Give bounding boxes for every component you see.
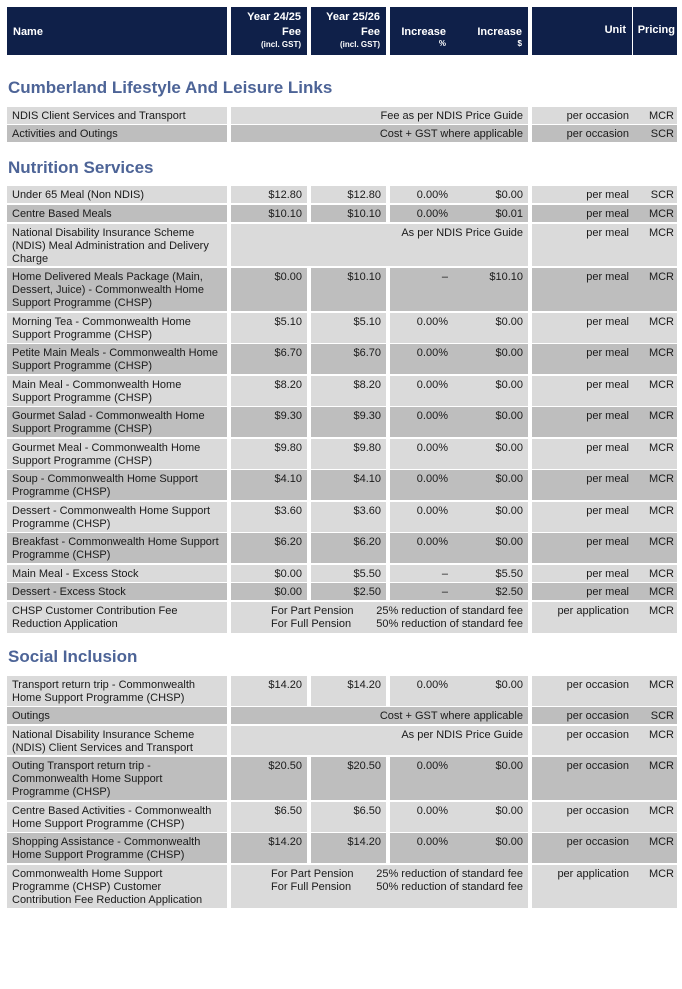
fee-year-24-25: $6.50	[231, 802, 307, 832]
pricing-code: SCR	[633, 125, 677, 142]
column-header-increase-dollar: Increase $	[477, 26, 522, 48]
unit: per meal	[532, 376, 633, 406]
increase-percent: 0.00%	[390, 407, 453, 437]
table-row	[7, 726, 677, 755]
fee-year-25-26: $12.80	[311, 186, 386, 203]
increase-percent: 0.00%	[390, 439, 453, 469]
table-row	[7, 205, 677, 222]
fee-year-24-25: $6.20	[231, 533, 307, 563]
reduction-rate: 25% reduction of standard fee	[376, 605, 523, 617]
pricing-code: MCR	[633, 107, 677, 124]
unit: per occasion	[532, 707, 633, 724]
row-name: Home Delivered Meals Package (Main, Dessert, Juice) - Commonwealth Home Support Programme (CHSP)	[7, 268, 227, 311]
increase-percent: 0.00%	[390, 313, 453, 343]
column-header-year-25-26: Year 25/26 Fee (incl. GST)	[311, 7, 386, 55]
table-row	[7, 344, 677, 374]
reduction-rates	[376, 868, 523, 894]
increase-dollar: $10.10	[453, 268, 528, 311]
increase-dollar: $0.00	[453, 344, 528, 374]
table-row	[7, 186, 677, 203]
increase-dollar: $0.01	[453, 205, 528, 222]
fee-year-25-26: $8.20	[311, 376, 386, 406]
increase-dollar: $0.00	[453, 533, 528, 563]
pension-types	[271, 868, 354, 894]
fee-year-25-26: $14.20	[311, 833, 386, 863]
column-header-pricing: Pricing	[633, 7, 677, 55]
unit: per meal	[532, 268, 633, 311]
increase-dollar: $0.00	[453, 502, 528, 532]
increase-percent: –	[390, 583, 453, 600]
unit: per meal	[532, 344, 633, 374]
row-name: Breakfast - Commonwealth Home Support Programme (CHSP)	[7, 533, 227, 563]
fee-year-25-26: $6.50	[311, 802, 386, 832]
pricing-code: MCR	[633, 802, 677, 832]
unit: per occasion	[532, 833, 633, 863]
increase-dollar: $5.50	[453, 565, 528, 582]
row-name: Gourmet Salad - Commonwealth Home Support Programme (CHSP)	[7, 407, 227, 437]
column-header-increase-percent: Increase %	[401, 26, 446, 48]
increase-dollar: $0.00	[453, 313, 528, 343]
unit: per occasion	[532, 802, 633, 832]
increase-dollar: $0.00	[453, 407, 528, 437]
table-row	[7, 502, 677, 532]
pricing-code: MCR	[633, 583, 677, 600]
increase-percent: 0.00%	[390, 757, 453, 800]
table-row	[7, 602, 677, 633]
increase-percent: 0.00%	[390, 833, 453, 863]
increase-percent: 0.00%	[390, 676, 453, 706]
table-row	[7, 313, 677, 343]
table-row	[7, 833, 677, 863]
pricing-code: MCR	[633, 439, 677, 469]
row-name: Dessert - Commonwealth Home Support Programme (CHSP)	[7, 502, 227, 532]
fee-year-25-26: $10.10	[311, 268, 386, 311]
table-row	[7, 676, 677, 706]
reduction-rate: 50% reduction of standard fee	[376, 618, 523, 630]
increase-dollar: $0.00	[453, 439, 528, 469]
fee-year-25-26: $6.20	[311, 533, 386, 563]
fee-year-24-25: $4.10	[231, 470, 307, 500]
pricing-code: MCR	[633, 833, 677, 863]
fee-year-24-25: $9.30	[231, 407, 307, 437]
increase-dollar: $0.00	[453, 676, 528, 706]
pricing-code: MCR	[633, 313, 677, 343]
fee-year-24-25: $20.50	[231, 757, 307, 800]
table-row	[7, 107, 677, 124]
fee-year-24-25: $8.20	[231, 376, 307, 406]
fee-year-25-26: $9.30	[311, 407, 386, 437]
column-header-year-24-25: Year 24/25 Fee (incl. GST)	[231, 7, 307, 55]
unit: per occasion	[532, 757, 633, 800]
fee-note: As per NDIS Price Guide	[231, 224, 528, 266]
fee-year-24-25: $0.00	[231, 268, 307, 311]
row-name: Commonwealth Home Support Programme (CHSP) Customer Contribution Fee Reduction Application	[7, 865, 227, 908]
row-name: Outing Transport return trip - Commonwealth Home Support Programme (CHSP)	[7, 757, 227, 800]
fee-year-24-25: $5.10	[231, 313, 307, 343]
table-row	[7, 268, 677, 311]
increase-percent: –	[390, 565, 453, 582]
increase-dollar: $0.00	[453, 757, 528, 800]
unit: per meal	[532, 186, 633, 203]
row-name: Main Meal - Excess Stock	[7, 565, 227, 582]
fee-year-25-26: $5.10	[311, 313, 386, 343]
row-name: NDIS Client Services and Transport	[7, 107, 227, 124]
fee-note: As per NDIS Price Guide	[231, 726, 528, 755]
pricing-code: MCR	[633, 602, 677, 633]
fee-year-25-26: $6.70	[311, 344, 386, 374]
pricing-code: MCR	[633, 205, 677, 222]
column-header-name: Name	[7, 7, 227, 55]
unit: per meal	[532, 407, 633, 437]
row-name: Main Meal - Commonwealth Home Support Programme (CHSP)	[7, 376, 227, 406]
pricing-code: MCR	[633, 865, 677, 908]
pricing-code: SCR	[633, 186, 677, 203]
increase-dollar: $0.00	[453, 376, 528, 406]
increase-percent: 0.00%	[390, 344, 453, 374]
row-name: Centre Based Meals	[7, 205, 227, 222]
table-row	[7, 439, 677, 469]
unit: per meal	[532, 502, 633, 532]
table-row	[7, 407, 677, 437]
unit: per occasion	[532, 726, 633, 755]
fee-year-25-26: $3.60	[311, 502, 386, 532]
unit: per occasion	[532, 125, 633, 142]
table-row	[7, 533, 677, 563]
row-name: Transport return trip - Commonwealth Home Support Programme (CHSP)	[7, 676, 227, 706]
row-name: Dessert - Excess Stock	[7, 583, 227, 600]
increase-dollar: $0.00	[453, 186, 528, 203]
pricing-code: MCR	[633, 676, 677, 706]
row-name: Gourmet Meal - Commonwealth Home Support Programme (CHSP)	[7, 439, 227, 469]
fee-year-25-26: $2.50	[311, 583, 386, 600]
unit: per meal	[532, 224, 633, 266]
fee-year-24-25: $12.80	[231, 186, 307, 203]
increase-percent: 0.00%	[390, 533, 453, 563]
unit: per occasion	[532, 676, 633, 706]
unit: per meal	[532, 313, 633, 343]
pricing-code: MCR	[633, 726, 677, 755]
fee-year-25-26: $9.80	[311, 439, 386, 469]
fee-year-24-25: $0.00	[231, 583, 307, 600]
fee-year-24-25: $10.10	[231, 205, 307, 222]
pricing-code: MCR	[633, 470, 677, 500]
increase-dollar: $0.00	[453, 470, 528, 500]
pension-type: For Part Pension	[271, 868, 354, 880]
section-title: Cumberland Lifestyle And Leisure Links	[8, 78, 333, 97]
fee-year-25-26: $4.10	[311, 470, 386, 500]
table-row	[7, 470, 677, 500]
reduction-rates	[376, 605, 523, 631]
fee-year-24-25: $3.60	[231, 502, 307, 532]
pricing-code: MCR	[633, 268, 677, 311]
pricing-code: MCR	[633, 533, 677, 563]
table-row	[7, 802, 677, 832]
fee-year-25-26: $10.10	[311, 205, 386, 222]
unit: per occasion	[532, 107, 633, 124]
unit: per application	[532, 602, 633, 633]
fee-note: Fee as per NDIS Price Guide	[231, 107, 528, 124]
increase-percent: 0.00%	[390, 502, 453, 532]
section-title: Nutrition Services	[8, 158, 154, 177]
pension-type: For Full Pension	[271, 881, 352, 893]
row-name: Shopping Assistance - Commonwealth Home Support Programme (CHSP)	[7, 833, 227, 863]
fee-year-24-25: $0.00	[231, 565, 307, 582]
pension-type: For Part Pension	[271, 605, 354, 617]
fee-year-25-26: $20.50	[311, 757, 386, 800]
increase-percent: 0.00%	[390, 186, 453, 203]
pension-types	[271, 605, 354, 631]
pricing-code: MCR	[633, 376, 677, 406]
pricing-code: MCR	[633, 757, 677, 800]
increase-percent: 0.00%	[390, 376, 453, 406]
row-name: Petite Main Meals - Commonwealth Home Support Programme (CHSP)	[7, 344, 227, 374]
table-row	[7, 565, 677, 582]
row-name: Activities and Outings	[7, 125, 227, 142]
table-row	[7, 865, 677, 908]
column-header-unit: Unit	[532, 7, 632, 55]
increase-dollar: $2.50	[453, 583, 528, 600]
pricing-code: MCR	[633, 502, 677, 532]
table-row	[7, 224, 677, 266]
fee-year-24-25: $14.20	[231, 676, 307, 706]
unit: per meal	[532, 470, 633, 500]
unit: per meal	[532, 205, 633, 222]
row-name: Under 65 Meal (Non NDIS)	[7, 186, 227, 203]
pricing-code: SCR	[633, 707, 677, 724]
fee-year-24-25: $9.80	[231, 439, 307, 469]
reduction-rate: 50% reduction of standard fee	[376, 881, 523, 893]
unit: per meal	[532, 565, 633, 582]
fee-reduction-cell	[231, 865, 528, 908]
unit: per application	[532, 865, 633, 908]
fee-year-25-26: $5.50	[311, 565, 386, 582]
row-name: Centre Based Activities - Commonwealth Home Support Programme (CHSP)	[7, 802, 227, 832]
table-row	[7, 125, 677, 142]
unit: per meal	[532, 533, 633, 563]
row-name: National Disability Insurance Scheme (NDIS) Meal Administration and Delivery Charge	[7, 224, 227, 266]
pricing-code: MCR	[633, 344, 677, 374]
reduction-rate: 25% reduction of standard fee	[376, 868, 523, 880]
fee-note: Cost + GST where applicable	[231, 125, 528, 142]
column-header-increase	[390, 7, 528, 55]
unit: per meal	[532, 439, 633, 469]
increase-dollar: $0.00	[453, 802, 528, 832]
unit: per meal	[532, 583, 633, 600]
increase-percent: 0.00%	[390, 470, 453, 500]
fee-year-24-25: $14.20	[231, 833, 307, 863]
pricing-code: MCR	[633, 565, 677, 582]
fee-reduction-cell	[231, 602, 528, 633]
table-row	[7, 583, 677, 600]
increase-percent: –	[390, 268, 453, 311]
pension-type: For Full Pension	[271, 618, 352, 630]
fee-year-25-26: $14.20	[311, 676, 386, 706]
fee-year-24-25: $6.70	[231, 344, 307, 374]
pricing-code: MCR	[633, 407, 677, 437]
fee-note: Cost + GST where applicable	[231, 707, 528, 724]
section-title: Social Inclusion	[8, 647, 138, 666]
row-name: Outings	[7, 707, 227, 724]
table-row	[7, 707, 677, 724]
row-name: CHSP Customer Contribution Fee Reduction Application	[7, 602, 227, 633]
row-name: Soup - Commonwealth Home Support Programme (CHSP)	[7, 470, 227, 500]
row-name: National Disability Insurance Scheme (NDIS) Client Services and Transport	[7, 726, 227, 755]
table-row	[7, 376, 677, 406]
row-name: Morning Tea - Commonwealth Home Support Programme (CHSP)	[7, 313, 227, 343]
increase-percent: 0.00%	[390, 205, 453, 222]
increase-percent: 0.00%	[390, 802, 453, 832]
increase-dollar: $0.00	[453, 833, 528, 863]
table-row	[7, 757, 677, 800]
pricing-code: MCR	[633, 224, 677, 266]
